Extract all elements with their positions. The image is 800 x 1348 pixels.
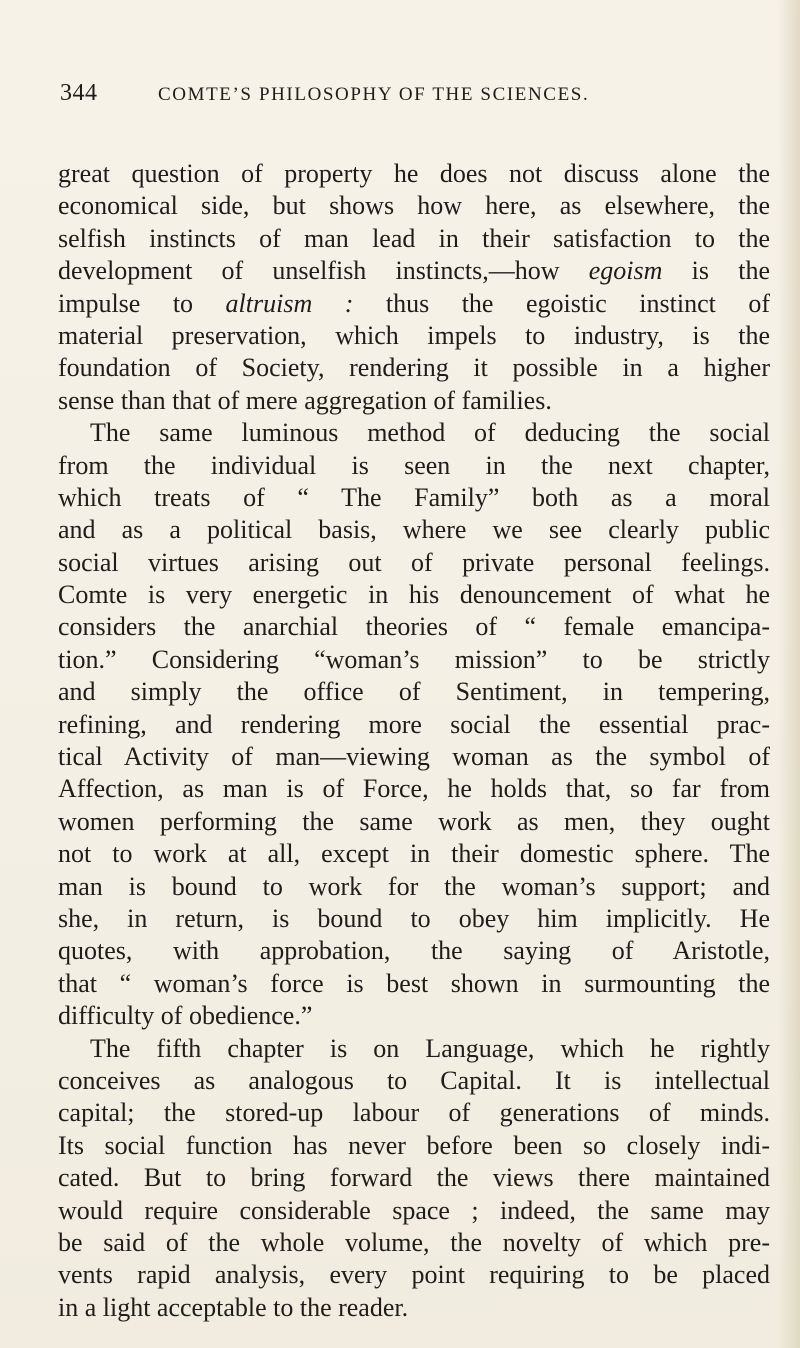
text-run: thus the egoistic instinct of [353, 288, 770, 318]
body-text [58, 158, 770, 1324]
text-run: The fifth chapter is on Language, which he rightly [90, 1033, 770, 1063]
text-run: quotes, with approbation, the saying of Aristotle, [58, 936, 770, 966]
text-run: man is bound to work for the woman’s support; and [58, 871, 770, 901]
text-line [58, 903, 770, 935]
text-line [58, 223, 770, 255]
text-run: is the [662, 256, 770, 286]
text-line [58, 1130, 770, 1162]
text-run: The same luminous method of deducing the social [90, 418, 770, 448]
page-number: 344 [60, 80, 98, 106]
text-run: be said of the whole volume, the novelty of which pre- [58, 1227, 770, 1257]
text-run: she, in return, is bound to obey him implicitly. He [58, 903, 770, 933]
text-line [58, 1065, 770, 1097]
text-run: and simply the office of Sentiment, in tempering, [58, 677, 770, 707]
text-run: foundation of Society, rendering it possible in a higher [58, 353, 770, 383]
text-line [58, 547, 770, 579]
text-line [58, 1259, 770, 1291]
text-line [58, 1097, 770, 1129]
page-edge-shadow [778, 0, 800, 1348]
running-head: COMTE’S PHILOSOPHY OF THE SCIENCES. [158, 84, 590, 105]
text-run: economical side, but shows how here, as elsewhere, the [58, 191, 770, 221]
italic-text: altruism : [225, 288, 354, 318]
text-line [58, 288, 770, 320]
text-run: considers the anarchial theories of “ female emancipa- [58, 612, 770, 642]
text-run: material preservation, which impels to industry, is the [58, 320, 770, 350]
text-line [58, 709, 770, 741]
page-header [60, 80, 760, 120]
text-run: which treats of “ The Family” both as a moral [58, 482, 770, 512]
text-line [58, 1227, 770, 1259]
text-run: conceives as analogous to Capital. It is intellectual [58, 1065, 770, 1095]
text-run: and as a political basis, where we see clearly public [58, 515, 770, 545]
text-run: impulse to [58, 288, 226, 318]
text-run: Comte is very energetic in his denouncement of what he [58, 580, 770, 610]
text-line [58, 644, 770, 676]
text-line [58, 514, 770, 546]
text-run: from the individual is seen in the next chapter, [58, 450, 770, 480]
text-run: social virtues arising out of private personal feelings. [58, 547, 770, 577]
text-line [58, 935, 770, 967]
text-run: that “ woman’s force is best shown in surmounting the [58, 968, 770, 998]
text-line [58, 1000, 770, 1032]
text-line [58, 320, 770, 352]
text-line [58, 806, 770, 838]
text-line [58, 190, 770, 222]
text-line [58, 579, 770, 611]
text-line [58, 1195, 770, 1227]
text-line [58, 482, 770, 514]
italic-text: egoism [588, 256, 663, 286]
text-run: women performing the same work as men, they ought [58, 806, 770, 836]
text-line [58, 1162, 770, 1194]
text-run: tical Activity of man—viewing woman as the symbol of [58, 742, 770, 772]
text-line [58, 450, 770, 482]
text-line [58, 611, 770, 643]
text-run: great question of property he does not discuss alone the [58, 159, 770, 188]
text-line [58, 741, 770, 773]
text-line [58, 1292, 770, 1324]
text-line [58, 838, 770, 870]
text-run: Its social function has never before been so closely indi- [58, 1130, 770, 1160]
text-line [58, 417, 770, 449]
text-line [58, 255, 770, 287]
text-line [58, 968, 770, 1000]
text-run: vents rapid analysis, every point requiring to be placed [58, 1260, 770, 1290]
text-run: Affection, as man is of Force, he holds that, so far from [58, 774, 770, 804]
text-run: refining, and rendering more social the essential prac- [58, 709, 770, 739]
text-line [58, 676, 770, 708]
text-line [58, 158, 770, 190]
text-run: not to work at all, except in their domestic sphere. The [58, 839, 770, 869]
text-line [58, 773, 770, 805]
text-line [58, 352, 770, 384]
text-run: would require considerable space ; indeed, the same may [58, 1195, 770, 1225]
text-line [58, 385, 770, 417]
text-run: cated. But to bring forward the views there maintained [58, 1163, 770, 1193]
text-run: difficulty of obedience.” [58, 1001, 313, 1031]
text-run: in a light acceptable to the reader. [58, 1292, 409, 1322]
text-run: sense than that of mere aggregation of families. [58, 385, 552, 415]
text-line [58, 871, 770, 903]
text-run: capital; the stored-up labour of generations of minds. [58, 1098, 770, 1128]
text-line [58, 1033, 770, 1065]
text-run: selfish instincts of man lead in their satisfaction to the [58, 223, 770, 253]
text-run: development of unselfish instincts,—how [58, 256, 589, 286]
text-run: tion.” Considering “woman’s mission” to be strictly [58, 644, 770, 674]
